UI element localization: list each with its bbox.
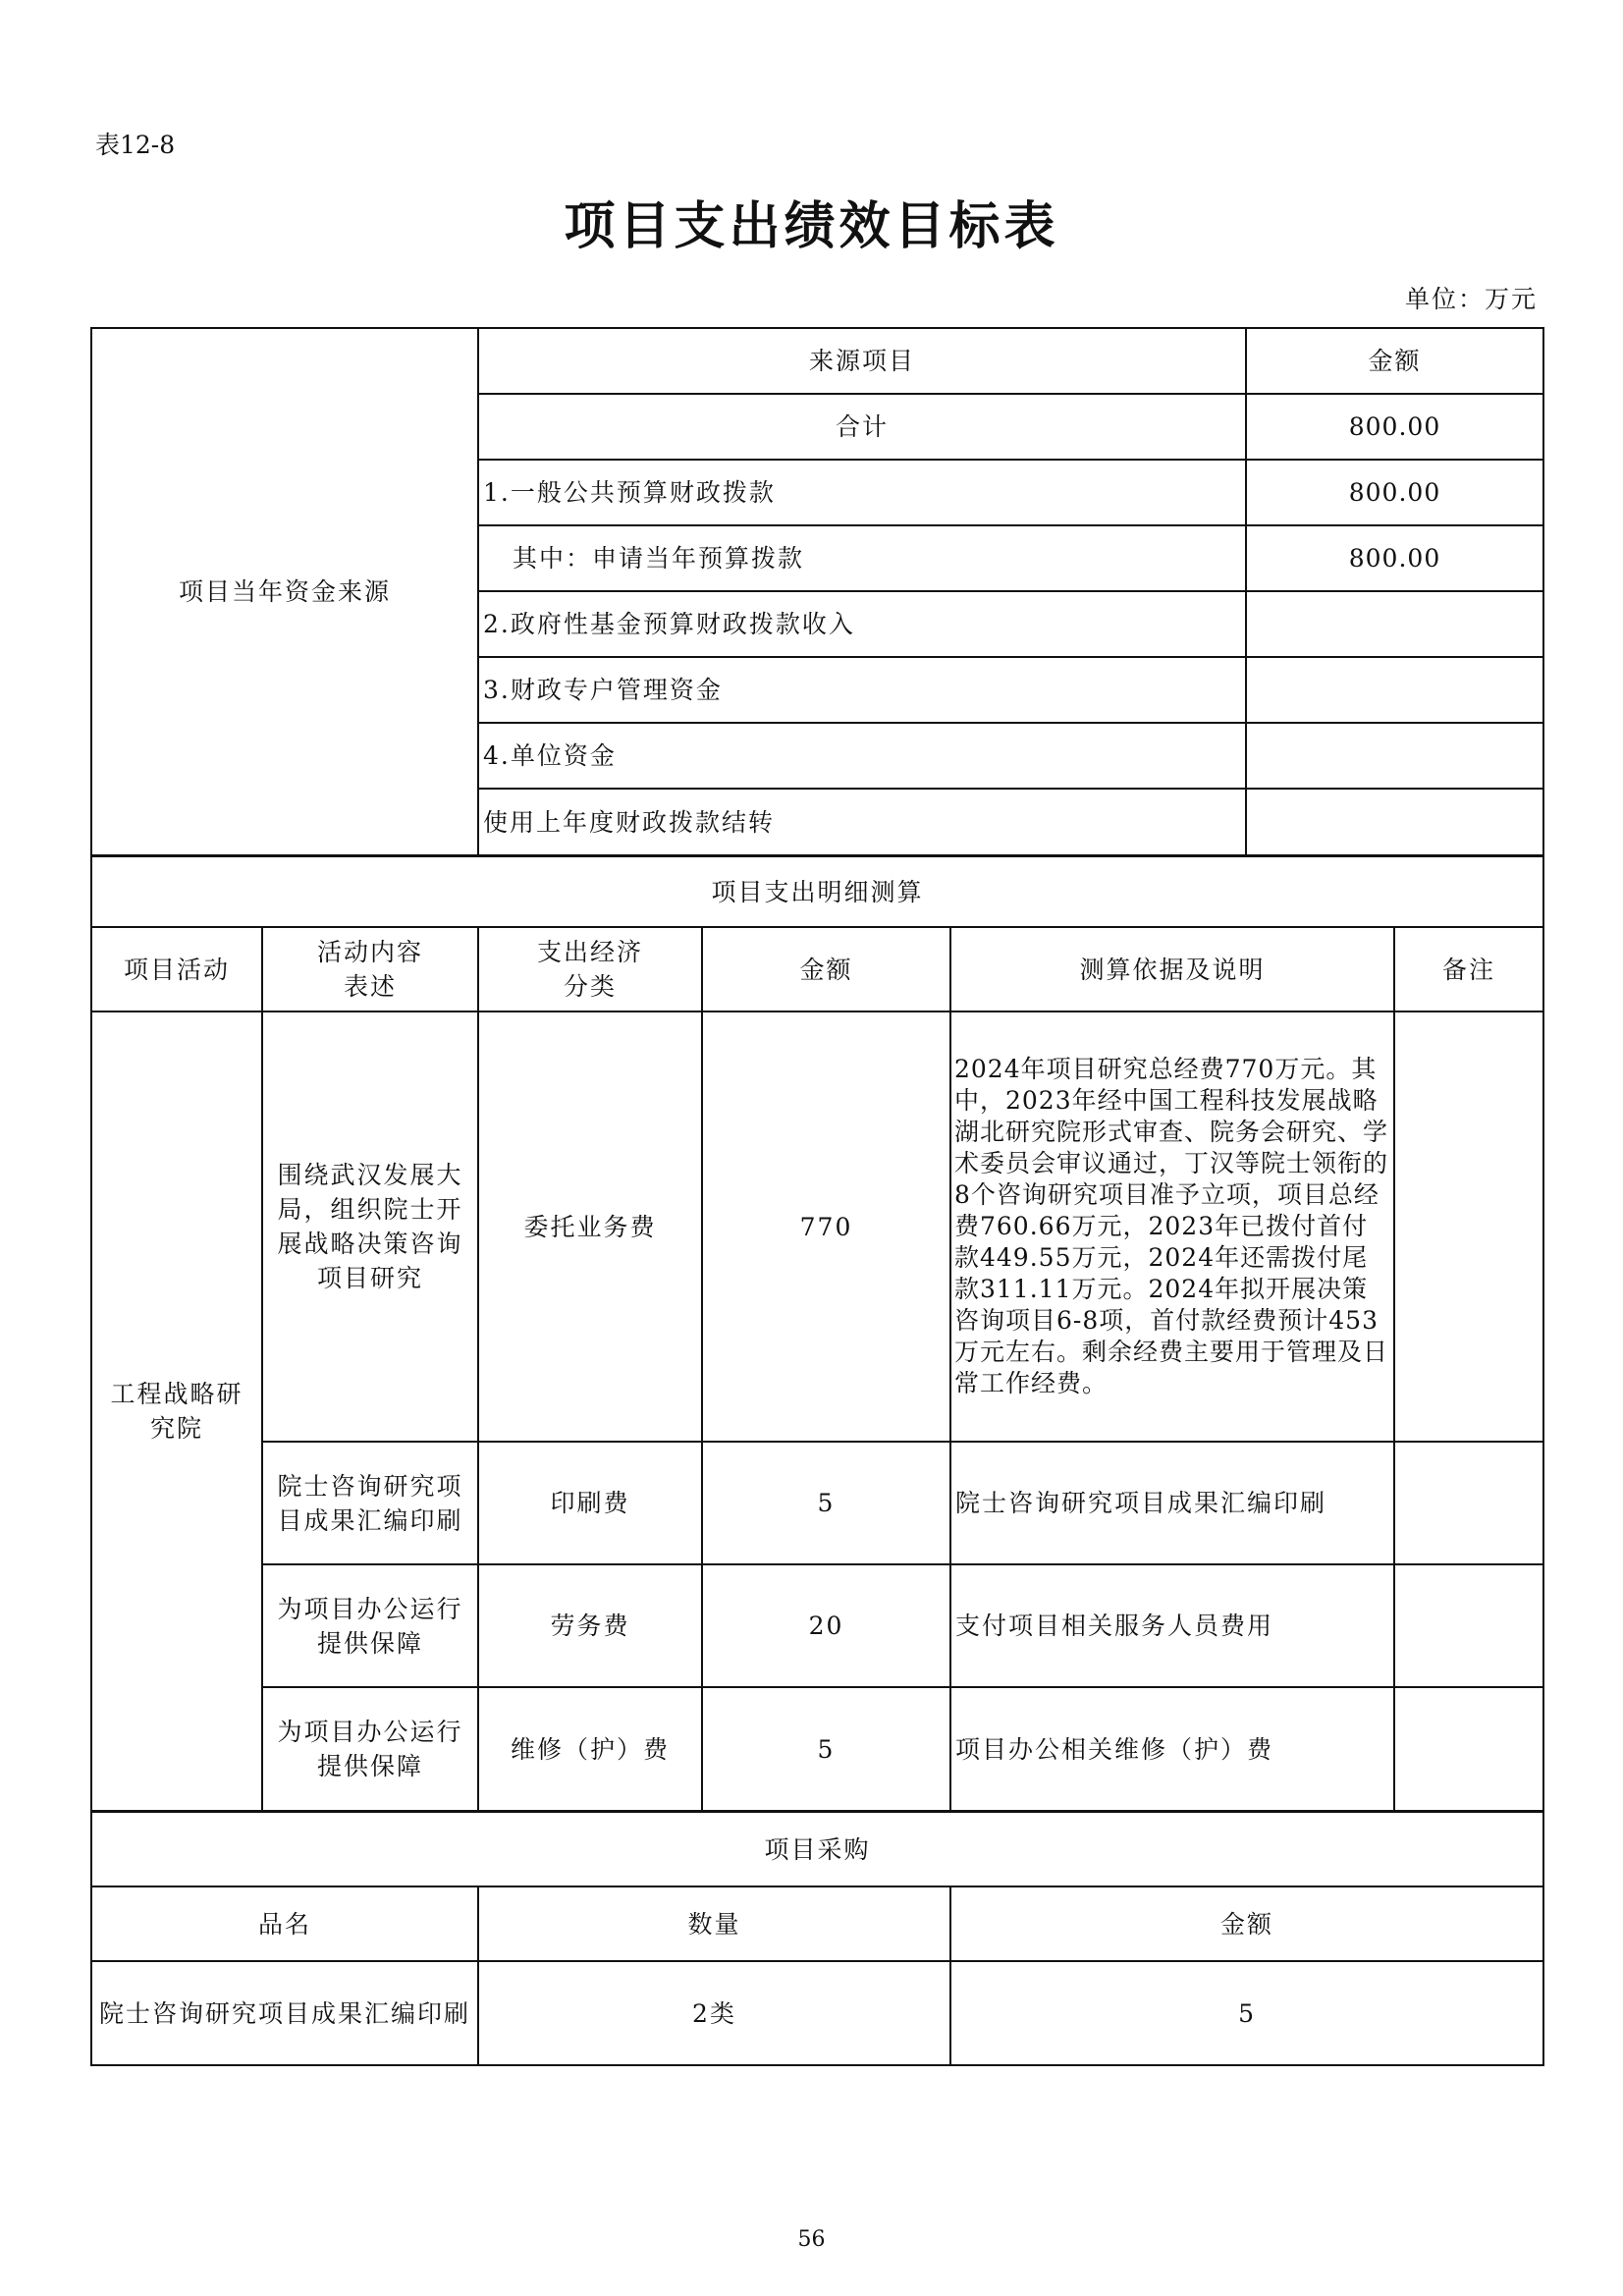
table-number: 表12-8 [95, 131, 176, 159]
funding-amount: 800.00 [1246, 460, 1543, 525]
activity-content: 为项目办公运行提供保障 [262, 1564, 478, 1687]
activity-content: 为项目办公运行提供保障 [262, 1687, 478, 1811]
procurement-item-quantity: 2类 [478, 1961, 950, 2065]
procurement-col-name: 品名 [91, 1886, 478, 1961]
funding-source: 1.一般公共预算财政拨款 [478, 460, 1246, 525]
remark [1394, 1687, 1543, 1811]
page-number: 56 [797, 2227, 826, 2252]
funding-source: 4.单位资金 [478, 723, 1246, 789]
procurement-item-name: 院士咨询研究项目成果汇编印刷 [91, 1961, 478, 2065]
expense-amount: 20 [702, 1564, 950, 1687]
activity-content: 围绕武汉发展大局，组织院士开展战略决策咨询项目研究 [262, 1011, 478, 1442]
detail-col-activity: 项目活动 [91, 927, 262, 1011]
unit-label: 单位：万元 [1404, 285, 1538, 313]
detail-col-basis: 测算依据及说明 [950, 927, 1394, 1011]
funding-amount-total: 800.00 [1246, 394, 1543, 460]
remark [1394, 1442, 1543, 1564]
funding-col-amount: 金额 [1246, 328, 1543, 394]
expense-category: 维修（护）费 [478, 1687, 702, 1811]
detail-col-content: 活动内容 表述 [262, 927, 478, 1011]
activity-content: 院士咨询研究项目成果汇编印刷 [262, 1442, 478, 1564]
procurement-col-amount: 金额 [950, 1886, 1543, 1961]
funding-amount [1246, 657, 1543, 723]
calculation-basis: 院士咨询研究项目成果汇编印刷 [950, 1442, 1394, 1564]
procurement-item-amount: 5 [950, 1961, 1543, 2065]
expense-category: 劳务费 [478, 1564, 702, 1687]
expense-amount: 770 [702, 1011, 950, 1442]
detail-col-remark: 备注 [1394, 927, 1543, 1011]
calculation-basis: 项目办公相关维修（护）费 [950, 1687, 1394, 1811]
expense-category: 印刷费 [478, 1442, 702, 1564]
detail-col-amount: 金额 [702, 927, 950, 1011]
procurement-col-quantity: 数量 [478, 1886, 950, 1961]
expense-amount: 5 [702, 1687, 950, 1811]
calculation-basis: 支付项目相关服务人员费用 [950, 1564, 1394, 1687]
funding-source: 其中：申请当年预算拨款 [478, 525, 1246, 591]
procurement-section-title: 项目采购 [91, 1812, 1543, 1886]
funding-amount [1246, 789, 1543, 855]
document-title: 项目支出绩效目标表 [564, 197, 1059, 256]
detail-col-category: 支出经济 分类 [478, 927, 702, 1011]
calculation-basis: 2024年项目研究总经费770万元。其中，2023年经中国工程科技发展战略湖北研究院形式审查、院务会研究、学术委员会审议通过，丁汉等院士领衔的8个咨询研究项目准予立项，项目总经费760.66万元，2023年已拨付首付款449.55万元，2024年还需拨付尾款311.11万元。2024年拟开展决策咨询项目6-8项，首付款经费预计453万元左右。剩余经费主要用于管理及日常工作经费。 [950, 1011, 1394, 1442]
activity-name: 工程战略研 究院 [91, 1011, 262, 1811]
funding-source: 使用上年度财政拨款结转 [478, 789, 1246, 855]
funding-amount [1246, 591, 1543, 657]
funding-source-total: 合计 [478, 394, 1246, 460]
procurement-table [90, 1811, 1544, 2066]
expense-category: 委托业务费 [478, 1011, 702, 1442]
funding-table [90, 327, 1544, 856]
detail-section-title: 项目支出明细测算 [91, 856, 1543, 927]
funding-amount: 800.00 [1246, 525, 1543, 591]
detail-table [90, 855, 1544, 1812]
funding-row-label: 项目当年资金来源 [91, 328, 478, 855]
funding-source: 2.政府性基金预算财政拨款收入 [478, 591, 1246, 657]
remark [1394, 1564, 1543, 1687]
funding-col-source: 来源项目 [478, 328, 1246, 394]
expense-amount: 5 [702, 1442, 950, 1564]
remark [1394, 1011, 1543, 1442]
funding-source: 3.财政专户管理资金 [478, 657, 1246, 723]
funding-amount [1246, 723, 1543, 789]
